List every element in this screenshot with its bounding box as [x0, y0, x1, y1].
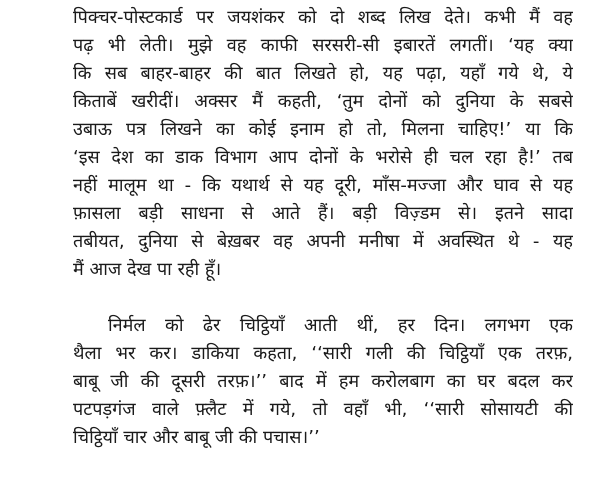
- paragraph-1-line-4: किताबें खरीदीं। अक्सर मैं कहती, ‘तुम दोनों को दुनिया के सबसे: [73, 91, 573, 112]
- paragraph-1-line-6: ‘इस देश का डाक विभाग आप दोनों के भरोसे ही चल रहा है!’ तब: [73, 147, 573, 168]
- paragraph-1-line-10: मैं आज देख पा रही हूँ।: [73, 259, 222, 280]
- paragraph-1-line-8: फ़ासला बड़ी साधना से आते हैं। बड़ी विज़्डम से। इतने सादा: [73, 203, 573, 224]
- paragraph-2-line-1: निर्मल को ढेर चिट्ठियाँ आती थीं, हर दिन। लगभग एक: [108, 315, 573, 336]
- paragraph-2-line-4: पटपड़गंज वाले फ़्लैट में गये, तो वहाँ भी, ‘‘सारी सोसायटी की: [73, 399, 573, 420]
- paragraph-1-line-3: कि सब बाहर-बाहर की बात लिखते हो, यह पढ़ा, यहाँ गये थे, ये: [73, 63, 573, 84]
- paragraph-1-line-7: नहीं मालूम था - कि यथार्थ से यह दूरी, माँस-मज्जा और घाव से यह: [73, 175, 573, 196]
- paragraph-1-line-9: तबीयत, दुनिया से बेख़बर वह अपनी मनीषा में अवस्थित थे - यह: [73, 231, 573, 252]
- paragraph-2-line-3: बाबू जी की दूसरी तरफ़।’’ बाद में हम करोलबाग का घर बदल कर: [73, 371, 573, 392]
- paragraph-2-line-2: थैला भर कर। डाकिया कहता, ‘‘सारी गली की चिट्ठियाँ एक तरफ़,: [73, 343, 573, 364]
- paragraph-1-line-2: पढ़ भी लेती। मुझे वह काफी सरसरी-सी इबारतें लगतीं। ‘यह क्या: [73, 35, 573, 56]
- paragraph-1-line-1: पिक्चर-पोस्टकार्ड पर जयशंकर को दो शब्द लिख देते। कभी मैं वह: [73, 7, 573, 28]
- paragraph-1-line-5: उबाऊ पत्र लिखने का कोई इनाम हो तो, मिलना चाहिए!’ या कि: [73, 119, 573, 140]
- paragraph-2-line-5: चिट्ठियाँ चार और बाबू जी की पचास।’’: [73, 427, 320, 448]
